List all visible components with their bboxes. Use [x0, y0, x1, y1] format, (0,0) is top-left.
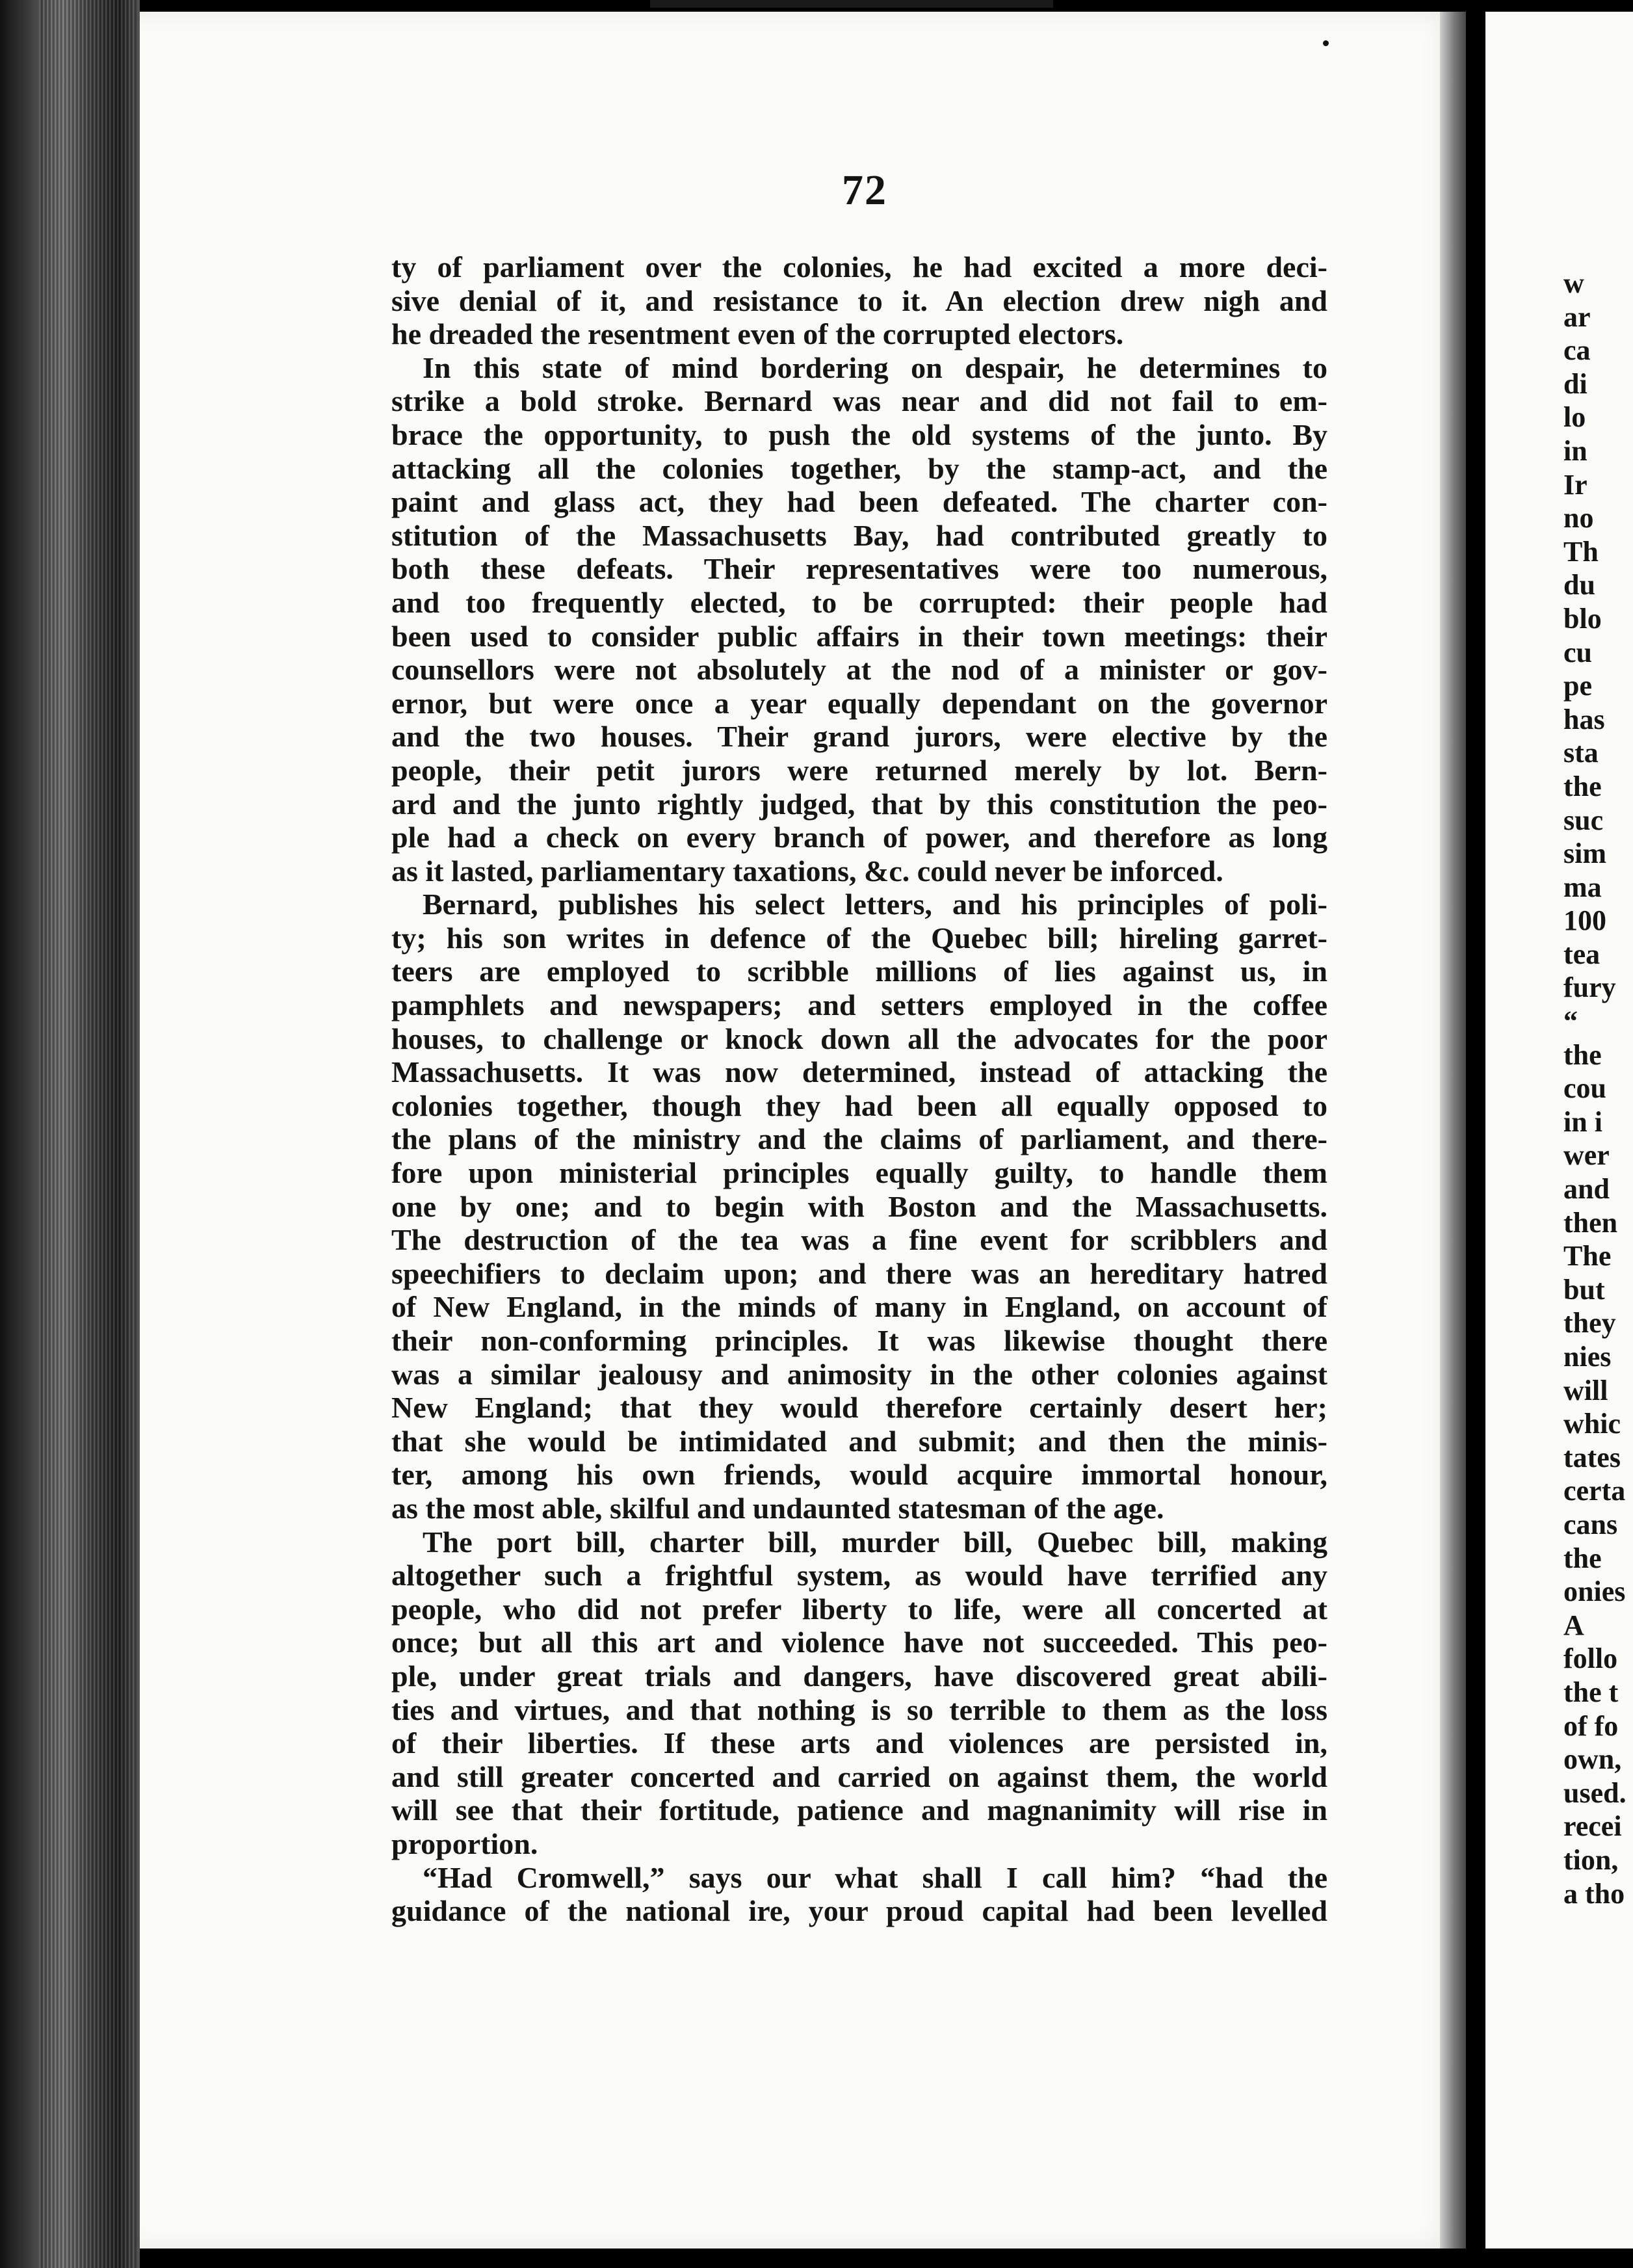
text-line: guidance of the national ire, your proud capital had been levelled	[391, 1894, 1327, 1928]
facing-page-fragment: ar	[1563, 300, 1591, 333]
facing-page-fragment: of fo	[1563, 1709, 1619, 1742]
text-line: people, their petit jurors were returned merely by lot. Bern-	[391, 753, 1327, 787]
facing-page-fragment: tates	[1563, 1441, 1621, 1473]
facing-page-fragment: the t	[1563, 1676, 1619, 1708]
text-line: houses, to challenge or knock down all the advocates for the poor	[391, 1022, 1327, 1055]
text-line: stitution of the Massachusetts Bay, had contributed greatly to	[391, 518, 1327, 552]
text-line: fore upon ministerial principles equally guilty, to handle them	[391, 1156, 1327, 1190]
facing-page-fragment: onies	[1563, 1576, 1626, 1608]
book-page-edges	[39, 0, 137, 2268]
text-line: Massachusetts. It was now determined, instead of attacking the	[391, 1055, 1327, 1089]
text-line: ter, among his own friends, would acquire immortal honour,	[391, 1458, 1327, 1492]
facing-page-fragment: then	[1563, 1206, 1618, 1239]
text-line: the plans of the ministry and the claims of parliament, and there-	[391, 1122, 1327, 1156]
text-line: ty of parliament over the colonies, he had excited a more deci-	[391, 250, 1327, 284]
text-line: that she would be intimidated and submit; and then the minis-	[391, 1424, 1327, 1458]
text-line: pamphlets and newspapers; and setters employed in the coffee	[391, 988, 1327, 1022]
facing-page-fragment: lo	[1563, 401, 1586, 434]
facing-page-fragment: sta	[1563, 737, 1599, 769]
facing-page-fragment: pe	[1563, 670, 1592, 702]
facing-page-fragment: ca	[1563, 334, 1591, 367]
text-line: “Had Cromwell,” says our what shall I call him? “had the	[423, 1860, 1327, 1894]
text-line: as the most able, skilful and undaunted statesman of the age.	[391, 1491, 1164, 1525]
text-line: The port bill, charter bill, murder bill, Quebec bill, making	[423, 1525, 1327, 1559]
text-line: In this state of mind bordering on despair, he determines to	[423, 350, 1327, 384]
text-line: ernor, but were once a year equally dependant on the governor	[391, 686, 1327, 720]
facing-page-fragment: in i	[1563, 1105, 1602, 1138]
facing-page-fragment: a tho	[1563, 1877, 1625, 1910]
text-line: been used to consider public affairs in their town meetings: their	[391, 619, 1327, 653]
text-line: once; but all this art and violence have not succeeded. This peo-	[391, 1626, 1327, 1659]
page-body-text	[391, 250, 1327, 1928]
text-line: ard and the junto rightly judged, that by this constitution the peo-	[391, 787, 1327, 821]
facing-page-fragment: follo	[1563, 1642, 1618, 1675]
facing-page-fragment: du	[1563, 569, 1595, 601]
text-line: proportion.	[391, 1826, 538, 1860]
facing-page-fragment: w	[1563, 267, 1584, 299]
facing-page-fragment: cu	[1563, 636, 1592, 668]
facing-page-fragment: ma	[1563, 871, 1602, 903]
text-line: he dreaded the resentment even of the corrupted electors.	[391, 317, 1124, 351]
text-line: as it lasted, parliamentary taxations, &c. could never be inforced.	[391, 854, 1223, 888]
facing-page-fragment: nies	[1563, 1341, 1612, 1373]
text-line: people, who did not prefer liberty to life, were all concerted at	[391, 1592, 1327, 1626]
facing-page-fragment: The	[1563, 1240, 1612, 1272]
page-number: 72	[842, 166, 887, 214]
text-line: of their liberties. If these arts and violences are persisted in,	[391, 1726, 1327, 1760]
text-line: speechifiers to declaim upon; and there was an hereditary hatred	[391, 1256, 1327, 1290]
facing-page-fragment: no	[1563, 502, 1594, 534]
ink-dot	[1323, 40, 1329, 46]
facing-page-fragment: own,	[1563, 1743, 1622, 1776]
text-line: sive denial of it, and resistance to it. An election drew nigh and	[391, 284, 1327, 317]
text-line: attacking all the colonies together, by the stamp-act, and the	[391, 451, 1327, 485]
text-line: paint and glass act, they had been defeated. The charter con-	[391, 485, 1327, 519]
facing-page-text-fragments	[1563, 267, 1633, 1910]
facing-page-fragment: tea	[1563, 938, 1600, 970]
facing-page-fragment: and	[1563, 1173, 1610, 1206]
facing-page-fragment: in	[1563, 434, 1587, 467]
text-line: brace the opportunity, to push the old systems of the junto. By	[391, 417, 1327, 451]
text-line: ty; his son writes in defence of the Quebec bill; hireling garret-	[391, 921, 1327, 955]
text-line: teers are employed to scribble millions of lies against us, in	[391, 955, 1327, 988]
text-line: ple, under great trials and dangers, have discovered great abili-	[391, 1659, 1327, 1693]
text-line: New England; that they would therefore certainly desert her;	[391, 1391, 1327, 1425]
text-line: and too frequently elected, to be corrupted: their people had	[391, 585, 1327, 619]
text-line: The destruction of the tea was a fine event for scribblers and	[391, 1223, 1327, 1257]
facing-page-fragment: suc	[1563, 804, 1604, 836]
facing-page-fragment: Th	[1563, 535, 1599, 568]
facing-page-fragment: tion,	[1563, 1843, 1619, 1876]
top-shadow-mark	[650, 0, 1053, 8]
facing-page-fragment: wer	[1563, 1139, 1610, 1172]
text-line: was a similar jealousy and animosity in the other colonies against	[391, 1357, 1327, 1391]
text-line: their non-conforming principles. It was likewise thought there	[391, 1324, 1327, 1357]
facing-page-fragment: used.	[1563, 1776, 1626, 1809]
text-line: and still greater concerted and carried on against them, the world	[391, 1760, 1327, 1793]
facing-page-fragment: will	[1563, 1374, 1608, 1406]
facing-page-fragment: the	[1563, 1542, 1602, 1574]
facing-page-fragment: but	[1563, 1273, 1605, 1306]
facing-page-fragment: cou	[1563, 1072, 1606, 1105]
text-line: one by one; and to begin with Boston and the Massachusetts.	[391, 1189, 1327, 1223]
text-line: of New England, in the minds of many in England, on account of	[391, 1290, 1327, 1324]
text-line: will see that their fortitude, patience and magnanimity will rise in	[391, 1793, 1327, 1827]
facing-page-fragment: recei	[1563, 1810, 1622, 1843]
text-line: ties and virtues, and that nothing is so terrible to them as the loss	[391, 1693, 1327, 1726]
text-line: and the two houses. Their grand jurors, were elective by the	[391, 720, 1327, 754]
facing-page-fragment: sim	[1563, 837, 1606, 870]
text-line: counsellors were not absolutely at the nod of a minister or gov-	[391, 653, 1327, 687]
text-line: Bernard, publishes his select letters, and his principles of poli-	[423, 888, 1327, 921]
facing-page-fragment: cans	[1563, 1508, 1618, 1540]
facing-page-fragment: the	[1563, 1038, 1602, 1071]
text-line: both these defeats. Their representatives were too numerous,	[391, 552, 1327, 586]
facing-page-fragment: whic	[1563, 1408, 1621, 1440]
text-line: colonies together, though they had been all equally opposed to	[391, 1088, 1327, 1122]
gutter-shadow	[1466, 0, 1485, 2268]
facing-page-fragment: the	[1563, 770, 1602, 802]
facing-page-fragment: A	[1563, 1609, 1584, 1641]
text-line: altogether such a frightful system, as would have terrified any	[391, 1559, 1327, 1592]
facing-page-fragment: “	[1563, 1005, 1578, 1038]
facing-page-fragment: certa	[1563, 1475, 1626, 1507]
facing-page-fragment: blo	[1563, 602, 1602, 635]
facing-page-fragment: has	[1563, 703, 1605, 735]
text-line: ple had a check on every branch of power, and therefore as long	[391, 821, 1327, 854]
facing-page-fragment: they	[1563, 1307, 1616, 1339]
facing-page-fragment: 100	[1563, 904, 1606, 937]
facing-page-fragment: Ir	[1563, 468, 1587, 501]
facing-page-fragment: fury	[1563, 971, 1616, 1004]
facing-page-fragment: di	[1563, 367, 1587, 400]
text-line: strike a bold stroke. Bernard was near and did not fail to em-	[391, 384, 1327, 418]
